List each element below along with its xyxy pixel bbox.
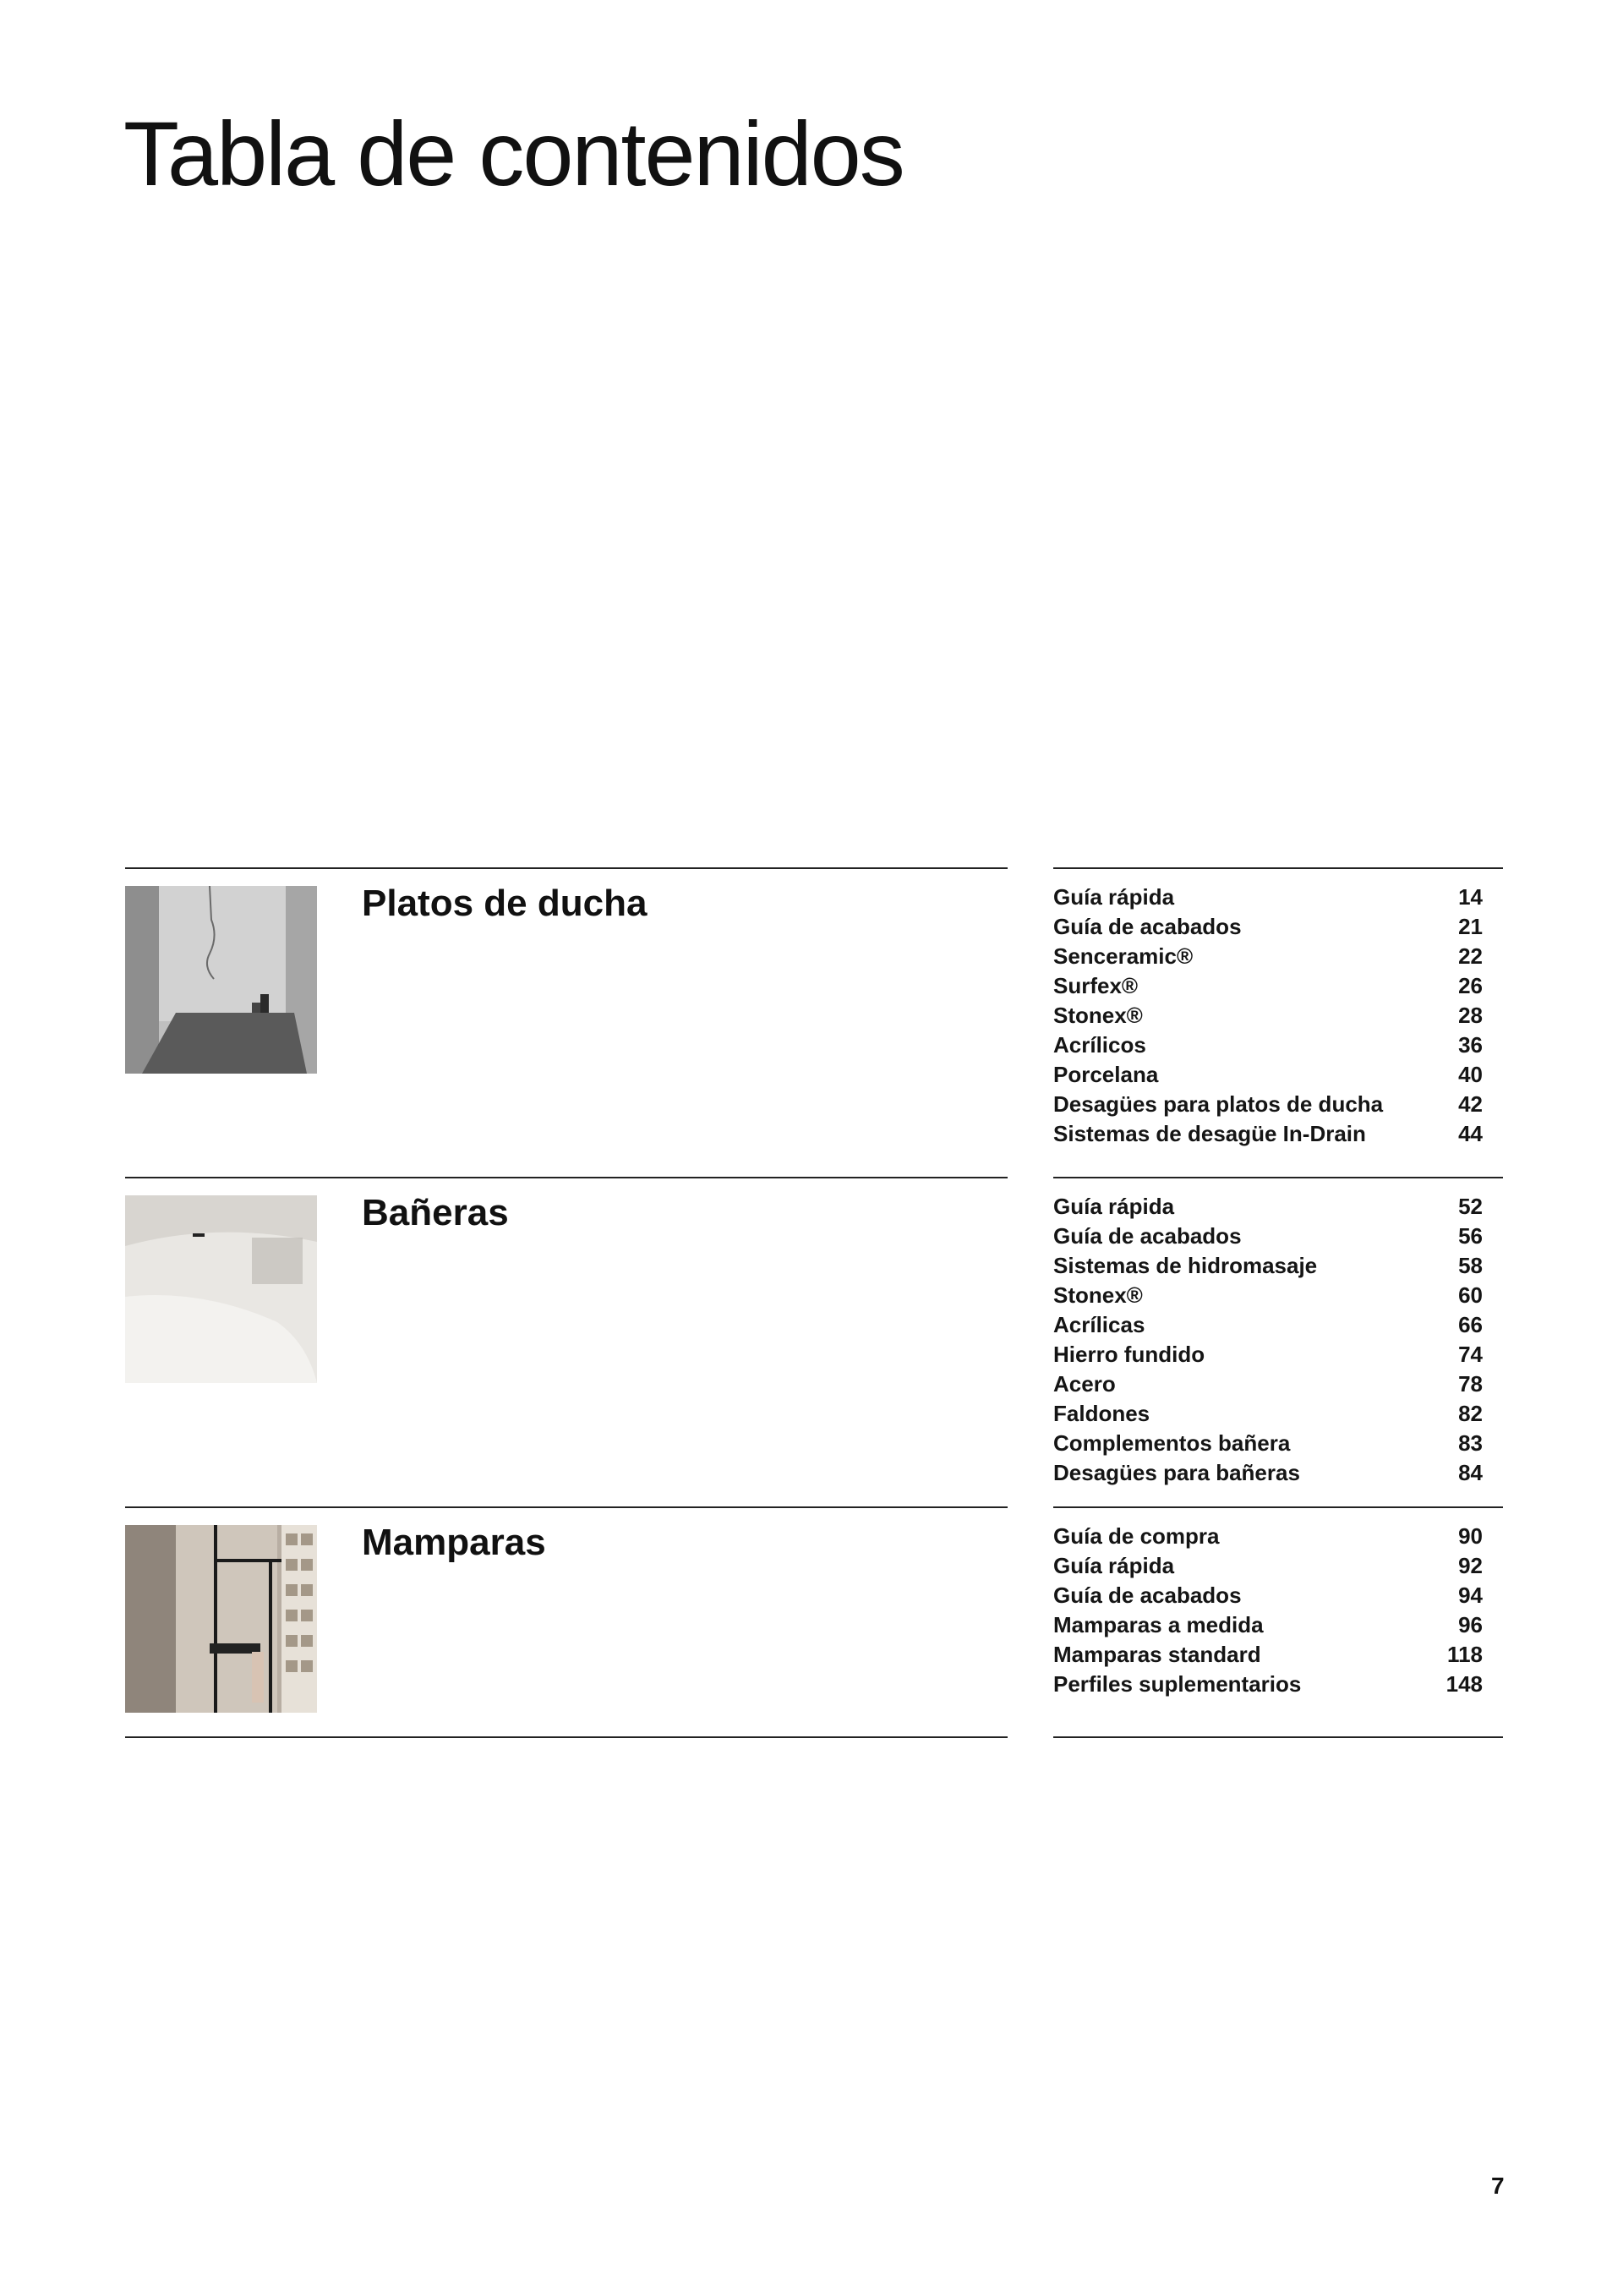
section-divider bbox=[1053, 1506, 1503, 1508]
toc-entry[interactable] bbox=[1053, 1194, 1483, 1223]
section-divider bbox=[1053, 1177, 1503, 1178]
toc-entry-page: 42 bbox=[1458, 1091, 1483, 1117]
toc-entry-label: Desagües para platos de ducha bbox=[1053, 1091, 1384, 1117]
toc-entry-label: Guía de acabados bbox=[1053, 914, 1242, 939]
toc-entry-page: 92 bbox=[1458, 1553, 1483, 1578]
toc-entry-label: Guía de compra bbox=[1053, 1523, 1220, 1549]
toc-entry-page: 21 bbox=[1458, 914, 1483, 939]
toc-entry-page: 90 bbox=[1458, 1523, 1483, 1549]
toc-entry[interactable] bbox=[1053, 1223, 1483, 1253]
toc-entry-label: Acrílicos bbox=[1053, 1032, 1146, 1058]
toc-entry-label: Mamparas standard bbox=[1053, 1642, 1261, 1667]
toc-entry-page: 74 bbox=[1458, 1342, 1483, 1367]
toc-entry-label: Mamparas a medida bbox=[1053, 1612, 1264, 1637]
toc-entry[interactable] bbox=[1053, 914, 1483, 943]
toc-entry-page: 83 bbox=[1458, 1430, 1483, 1456]
toc-entry-page: 56 bbox=[1458, 1223, 1483, 1249]
toc-entry-page: 148 bbox=[1445, 1671, 1483, 1697]
toc-entry-label: Sistemas de hidromasaje bbox=[1053, 1253, 1318, 1278]
toc-entry-page: 96 bbox=[1458, 1612, 1483, 1637]
section-mamparas bbox=[0, 1506, 1623, 1736]
toc-entry-label: Complementos bañera bbox=[1053, 1430, 1291, 1456]
toc-entry-page: 84 bbox=[1458, 1460, 1483, 1485]
toc-entry[interactable] bbox=[1053, 1671, 1483, 1701]
toc-entry-page: 66 bbox=[1458, 1312, 1483, 1337]
section-title: Platos de ducha bbox=[362, 883, 648, 924]
section-title: Mamparas bbox=[362, 1522, 546, 1563]
section-baneras bbox=[0, 1177, 1623, 1506]
toc-entry-page: 44 bbox=[1458, 1121, 1483, 1146]
section-divider bbox=[125, 867, 1008, 869]
section-title: Bañeras bbox=[362, 1192, 509, 1233]
toc-entry[interactable] bbox=[1053, 1583, 1483, 1612]
toc-entry-page: 36 bbox=[1458, 1032, 1483, 1058]
shower-tray-photo bbox=[125, 886, 317, 1074]
toc-entry[interactable] bbox=[1053, 1121, 1483, 1151]
toc-entry-label: Stonex® bbox=[1053, 1003, 1143, 1028]
toc-entry-page: 60 bbox=[1458, 1282, 1483, 1308]
page-title: Tabla de contenidos bbox=[123, 102, 904, 205]
toc-entry-page: 94 bbox=[1458, 1583, 1483, 1608]
toc-entry-label: Acero bbox=[1053, 1371, 1116, 1397]
toc-entry-page: 28 bbox=[1458, 1003, 1483, 1028]
toc-list bbox=[1053, 884, 1483, 1151]
toc-list bbox=[1053, 1523, 1483, 1701]
toc-entry[interactable] bbox=[1053, 1460, 1483, 1490]
toc-entry[interactable] bbox=[1053, 1032, 1483, 1062]
toc-entry[interactable] bbox=[1053, 973, 1483, 1003]
toc-entry-label: Guía de acabados bbox=[1053, 1583, 1242, 1608]
toc-entry-page: 14 bbox=[1458, 884, 1483, 910]
toc-list bbox=[1053, 1194, 1483, 1490]
toc-entry-page: 82 bbox=[1458, 1401, 1483, 1426]
toc-entry[interactable] bbox=[1053, 1282, 1483, 1312]
toc-entry[interactable] bbox=[1053, 884, 1483, 914]
toc-entry-label: Hierro fundido bbox=[1053, 1342, 1205, 1367]
closing-divider bbox=[1053, 1736, 1503, 1738]
toc-entry-label: Desagües para bañeras bbox=[1053, 1460, 1300, 1485]
section-platos-de-ducha bbox=[0, 867, 1623, 1180]
section-divider bbox=[125, 1506, 1008, 1508]
toc-entry[interactable] bbox=[1053, 1523, 1483, 1553]
toc-entry-label: Guía de acabados bbox=[1053, 1223, 1242, 1249]
toc-entry-label: Guía rápida bbox=[1053, 1194, 1175, 1219]
toc-entry[interactable] bbox=[1053, 1371, 1483, 1401]
toc-entry-label: Faldones bbox=[1053, 1401, 1150, 1426]
toc-entry-page: 40 bbox=[1458, 1062, 1483, 1087]
toc-entry-page: 118 bbox=[1447, 1642, 1483, 1667]
toc-entry[interactable] bbox=[1053, 1430, 1483, 1460]
toc-entry-page: 22 bbox=[1458, 943, 1483, 969]
toc-entry-label: Porcelana bbox=[1053, 1062, 1159, 1087]
toc-entry[interactable] bbox=[1053, 1003, 1483, 1032]
toc-entry[interactable] bbox=[1053, 1553, 1483, 1583]
page-number: 7 bbox=[1491, 2173, 1505, 2199]
toc-entry-label: Sistemas de desagüe In-Drain bbox=[1053, 1121, 1366, 1146]
toc-entry-page: 26 bbox=[1458, 973, 1483, 998]
toc-entry-page: 52 bbox=[1458, 1194, 1483, 1219]
toc-entry[interactable] bbox=[1053, 1091, 1483, 1121]
toc-entry-label: Senceramic® bbox=[1053, 943, 1194, 969]
toc-entry[interactable] bbox=[1053, 943, 1483, 973]
toc-entry-label: Perfiles suplementarios bbox=[1053, 1671, 1302, 1697]
toc-entry-page: 58 bbox=[1458, 1253, 1483, 1278]
toc-entry[interactable] bbox=[1053, 1342, 1483, 1371]
section-divider bbox=[1053, 867, 1503, 869]
toc-entry[interactable] bbox=[1053, 1642, 1483, 1671]
toc-entry-label: Stonex® bbox=[1053, 1282, 1143, 1308]
section-divider bbox=[125, 1177, 1008, 1178]
toc-entry[interactable] bbox=[1053, 1401, 1483, 1430]
toc-entry[interactable] bbox=[1053, 1312, 1483, 1342]
toc-entry[interactable] bbox=[1053, 1612, 1483, 1642]
bathtub-photo bbox=[125, 1195, 317, 1383]
toc-entry-page: 78 bbox=[1458, 1371, 1483, 1397]
toc-entry-label: Surfex® bbox=[1053, 973, 1139, 998]
toc-entry-label: Guía rápida bbox=[1053, 884, 1175, 910]
closing-divider bbox=[125, 1736, 1008, 1738]
toc-entry-label: Guía rápida bbox=[1053, 1553, 1175, 1578]
shower-screen-photo bbox=[125, 1525, 317, 1713]
toc-entry[interactable] bbox=[1053, 1253, 1483, 1282]
toc-entry[interactable] bbox=[1053, 1062, 1483, 1091]
toc-entry-label: Acrílicas bbox=[1053, 1312, 1145, 1337]
